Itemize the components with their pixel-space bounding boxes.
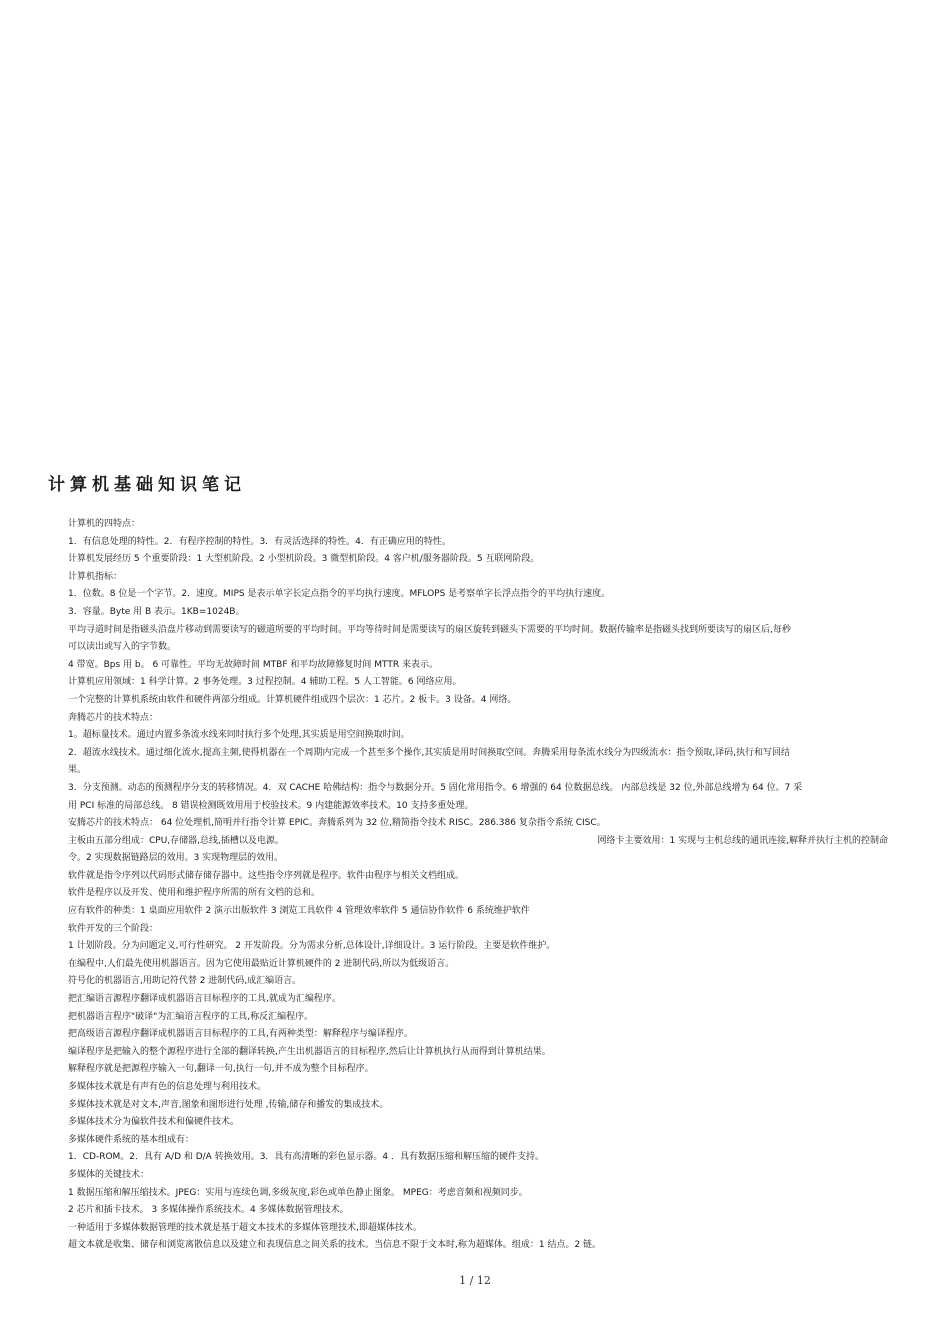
text-line: 3．分支预测。动态的预测程序分支的转移情况。4．双 CACHE 哈佛结构：指令与数据分开。5 固化常用指令。6 增强的 64 位数据总线。 内部总线是 32 位,外部总线增为 64 位。7 采 xyxy=(68,782,803,793)
text-line: 计算机指标： xyxy=(68,571,123,582)
text-line: 令。2 实现数据链路层的效用。3 实现物理层的效用。 xyxy=(68,853,284,864)
text-line: 1．CD-ROM。2．具有 A/D 和 D/A 转换效用。3．具有高清晰的彩色显示器。4 ．具有数据压缩和解压缩的硬件支持。 xyxy=(68,1152,545,1163)
text-line: 1 计划阶段。分为问题定义,可行性研究。 2 开发阶段。分为需求分析,总体设计,详细设计。3 运行阶段。主要是软件维护。 xyxy=(68,941,556,952)
text-line: 平均寻道时间是指磁头沿盘片移动到需要读写的磁道所要的平均时间。平均等待时间是需要读写的扇区旋转到磁头下需要的平均时间。数据传输率是指磁头找到所要读写的扇区后,每秒 xyxy=(68,624,791,635)
text-line: 1．有信息处理的特性。2．有程序控制的特性。3．有灵活选择的特性。4．有正确应用的特性。 xyxy=(68,536,451,547)
document-title: 计算机基础知识笔记 xyxy=(48,475,246,495)
text-line: 符号化的机器语言,用助记符代替 2 进制代码,成汇编语言。 xyxy=(68,976,302,987)
text-line: 1．位数。8 位是一个字节。2．速度。MIPS 是表示单字长定点指令的平均执行速度。MFLOPS 是考察单字长浮点指令的平均执行速度。 xyxy=(68,589,611,600)
text-line: 多媒体技术分为偏软件技术和偏硬件技术。 xyxy=(68,1117,240,1128)
text-line: 果。 xyxy=(68,765,87,776)
text-line: 多媒体的关键技术： xyxy=(68,1169,150,1180)
text-line: 多媒体硬件系统的基本组成有： xyxy=(68,1134,195,1145)
text-line: 一种适用于多媒体数据管理的技术就是基于超文本技术的多媒体管理技术,即超媒体技术。 xyxy=(68,1222,422,1233)
split-text-line xyxy=(68,833,888,851)
text-line: 软件就是指令序列以代码形式储存储存器中。这些指令序列就是程序。软件由程序与相关文档组成。 xyxy=(68,870,465,881)
text-line: 计算机应用领域：1 科学计算。2 事务处理。3 过程控制。4 辅助工程。5 人工智能。6 网络应用。 xyxy=(68,677,462,688)
split-line-left: 主板由五部分组成：CPU,存储器,总线,插槽以及电源。 xyxy=(68,835,284,846)
text-line: 把机器语言程序"破译"为汇编语言程序的工具,称反汇编程序。 xyxy=(68,1011,314,1022)
text-line: 3．容量。Byte 用 B 表示。1KB=1024B。 xyxy=(68,606,245,617)
text-line: 2 芯片和插卡技术。 3 多媒体操作系统技术。4 多媒体数据管理技术。 xyxy=(68,1205,349,1216)
text-line: 用 PCI 标准的局部总线。 8 错误检测既效用用于校验技术。9 内建能源效率技术。10 支持多重处理。 xyxy=(68,800,474,811)
text-line: 1 数据压缩和解压缩技术。JPEG：实用与连续色调,多级灰度,彩色或单色静止图象。 MPEG：考虑音频和视频同步。 xyxy=(68,1187,528,1198)
text-line: 安腾芯片的技术特点： 64 位处理机,简明并行指令计算 EPIC。奔腾系列为 32 位,精简指令技术 RISC。286.386 复杂指令系统 CISC。 xyxy=(68,818,606,829)
text-line: 应有软件的种类：1 桌面应用软件 2 演示出版软件 3 浏览工具软件 4 管理效率软件 5 通信协作软件 6 系统维护软件 xyxy=(68,906,530,917)
page-number: 1 / 12 xyxy=(459,1274,491,1287)
split-line-right: 网络卡主要效用：1 实现与主机总线的通讯连接,解释并执行主机的控制命 xyxy=(597,835,888,846)
text-line: 多媒体技术就是对文本,声音,图象和图形进行处理 ,传输,储存和播发的集成技术。 xyxy=(68,1099,389,1110)
text-line: 解释程序就是把源程序输入一句,翻译一句,执行一句,并不成为整个目标程序。 xyxy=(68,1064,374,1075)
text-line: 编译程序是把输入的整个源程序进行全部的翻译转换,产生出机器语言的目标程序,然后让计算机执行从而得到计算机结果。 xyxy=(68,1046,551,1057)
text-line: 计算机的四特点： xyxy=(68,519,141,529)
text-line: 1。超标量技术。通过内置多条流水线来同时执行多个处理,其实质是用空间换取时间。 xyxy=(68,730,410,741)
text-line: 4 带宽。Bps 用 b。 6 可靠性。平均无故障时间 MTBF 和平均故障修复时间 MTTR 来表示。 xyxy=(68,659,438,670)
document-body xyxy=(68,516,888,1255)
text-line: 软件开发的三个阶段： xyxy=(68,923,159,934)
text-line: 计算机发展经历 5 个重要阶段：1 大型机阶段。2 小型机阶段。3 微型机阶段。4 客户机/服务器阶段。5 互联网阶段。 xyxy=(68,554,540,565)
text-line: 多媒体技术就是有声有色的信息处理与利用技术。 xyxy=(68,1082,267,1092)
text-line: 可以读出或写入的字节数。 xyxy=(68,642,177,653)
text-line: 在编程中,人们最先使用机器语言。因为它使用最贴近计算机硬件的 2 进制代码,所以为低级语言。 xyxy=(68,958,455,969)
text-line: 把高级语言源程序翻译成机器语言目标程序的工具,有两种类型：解释程序与编译程序。 xyxy=(68,1029,413,1040)
text-line: 把汇编语言源程序翻译成机器语言目标程序的工具,就成为汇编程序。 xyxy=(68,994,341,1005)
text-line: 2．超流水线技术。通过细化流水,提高主频,使得机器在一个周期内完成一个甚至多个操作,其实质是用时间换取空间。奔腾采用每条流水线分为四级流水：指令预取,译码,执行和写回结 xyxy=(68,747,791,758)
text-line: 软件是程序以及开发、使用和维护程序所需的所有文档的总和。 xyxy=(68,888,321,899)
text-line: 奔腾芯片的技术特点： xyxy=(68,712,159,723)
text-line: 一个完整的计算机系统由软件和硬件两部分组成。计算机硬件组成四个层次：1 芯片。2 板卡。3 设备。4 网络。 xyxy=(68,694,517,705)
text-line: 超文本就是收集、储存和浏览离散信息以及建立和表现信息之间关系的技术。当信息不限于文本时,称为超媒体。组成：1 结点。2 链。 xyxy=(68,1240,602,1251)
